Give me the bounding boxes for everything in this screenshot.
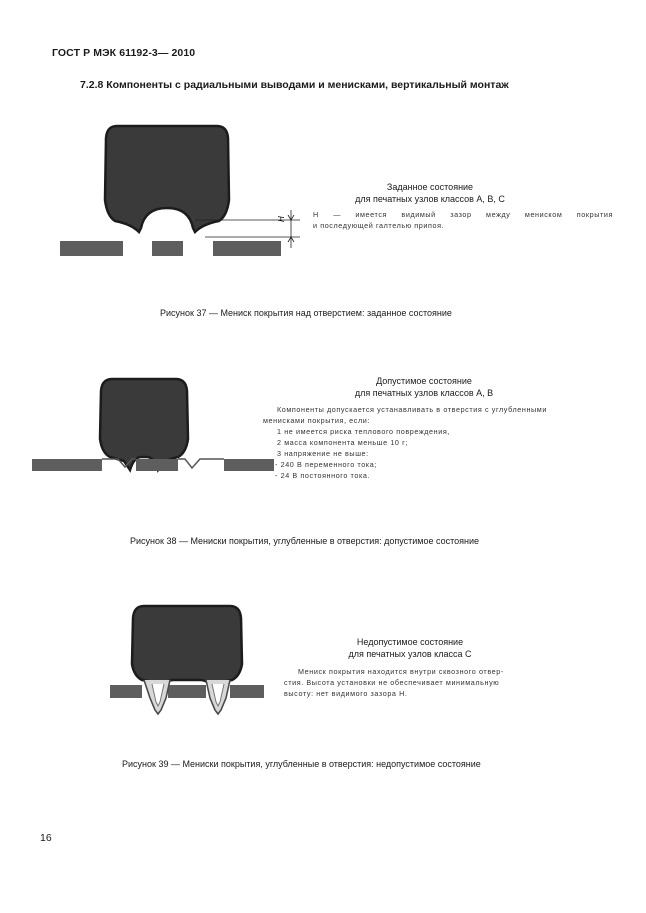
pcb-segment bbox=[152, 241, 183, 256]
figure-38-title-line2: для печатных узлов классов А, В bbox=[354, 388, 494, 398]
component-body bbox=[100, 379, 188, 470]
figure-39-title bbox=[310, 636, 510, 660]
figure-38-title bbox=[324, 375, 524, 399]
figure-38-line: - 24 В постоянного тока. bbox=[275, 471, 371, 480]
figure-38-line: 2 масса компонента меньше 10 г; bbox=[277, 438, 408, 447]
pcb-segment bbox=[32, 459, 102, 471]
figure-39-caption: Рисунок 39 — Мениски покрытия, углубленные в отверстия: недопустимое состояние bbox=[122, 759, 481, 769]
figure-37-note-line2: и последующей галтелью припоя. bbox=[313, 221, 445, 230]
component-body bbox=[105, 126, 229, 232]
figure-37-title bbox=[330, 181, 530, 205]
figure-37-title-line1: Заданное состояние bbox=[386, 182, 474, 192]
component-body bbox=[132, 606, 242, 692]
pcb-segment bbox=[136, 459, 178, 471]
figure-37-illustration bbox=[55, 118, 305, 268]
figure-39-title-line2: для печатных узлов класса С bbox=[348, 649, 472, 659]
dimension-label-h: H bbox=[277, 216, 286, 222]
figure-38-line: менисками покрытия, если: bbox=[263, 416, 370, 425]
figure-38-line: Компоненты допускается устанавливать в отверстия с углубленными bbox=[277, 405, 547, 414]
figure-39-line: Мениск покрытия находится внутри сквозного отвер- bbox=[298, 667, 504, 676]
pcb-segment bbox=[60, 241, 123, 256]
section-title: 7.2.8 Компоненты с радиальными выводами и менисками, вертикальный монтаж bbox=[80, 79, 509, 91]
figure-39-illustration bbox=[108, 602, 268, 722]
figure-38-line: 1 не имеется риска теплового повреждения, bbox=[277, 427, 450, 436]
figure-38-title-line1: Допустимое состояние bbox=[376, 376, 472, 386]
figure-39-title-line1: Недопустимое состояние bbox=[356, 637, 464, 647]
page-number: 16 bbox=[40, 832, 52, 844]
figure-38-line: 3 напряжение не выше: bbox=[277, 449, 369, 458]
figure-37-note-line1: Н — имеется видимый зазор между мениском покрытия bbox=[313, 210, 613, 219]
figure-38-text bbox=[263, 404, 603, 481]
figure-39-text bbox=[284, 666, 604, 699]
pcb-segment bbox=[213, 241, 281, 256]
figure-38-line: - 240 В переменного тока; bbox=[275, 460, 377, 469]
figure-37-title-line2: для печатных узлов классов А, В, С bbox=[355, 194, 505, 204]
pcb-segment bbox=[168, 685, 206, 698]
figure-38-illustration bbox=[30, 375, 280, 485]
pcb-segment bbox=[230, 685, 264, 698]
figure-39-line: стия. Высота установки не обеспечивает минимальную bbox=[284, 678, 500, 687]
figure-37-caption: Рисунок 37 — Мениск покрытия над отверстием: заданное состояние bbox=[160, 308, 452, 318]
figure-38-caption: Рисунок 38 — Мениски покрытия, углубленные в отверстия: допустимое состояние bbox=[130, 536, 480, 546]
pcb-segment bbox=[110, 685, 142, 698]
document-header: ГОСТ Р МЭК 61192-3— 2010 bbox=[52, 47, 196, 59]
figure-39-line: высоту: нет видимого зазора Н. bbox=[284, 689, 408, 698]
figure-37-note bbox=[313, 209, 613, 231]
